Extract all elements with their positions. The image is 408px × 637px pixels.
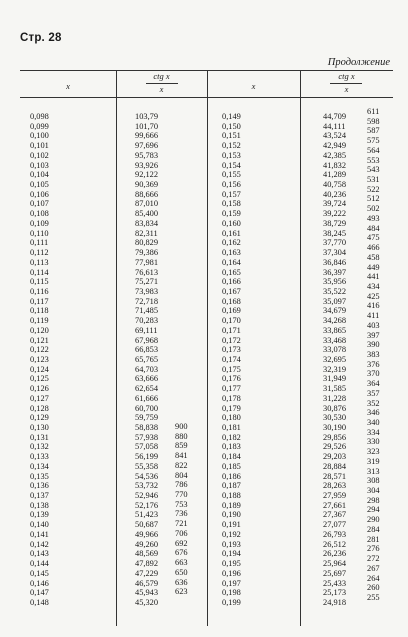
value-cell: 76,613 [135, 267, 159, 277]
continued-label: Продолжение [327, 57, 390, 68]
x-cell: 0,107 [30, 199, 49, 209]
x-cell: 0,179 [222, 403, 241, 413]
value-cell: 54,536 [135, 471, 159, 481]
value-cell: 62,654 [135, 384, 159, 394]
x-cell: 0,106 [30, 189, 49, 199]
x-cell: 0,100 [30, 131, 49, 141]
difference-cell: 880 [175, 431, 188, 441]
difference-cell: 623 [175, 587, 188, 597]
value-cell: 87,010 [135, 199, 159, 209]
difference-cell: 786 [175, 480, 188, 490]
difference-cell: 822 [175, 460, 188, 470]
value-cell: 27,077 [323, 520, 347, 530]
x-cell: 0,171 [222, 325, 241, 335]
x-cell: 0,130 [30, 423, 49, 432]
value-cell: 25,697 [323, 568, 347, 578]
difference-cell: 276 [367, 544, 380, 554]
difference-cell: 334 [367, 427, 380, 437]
difference-cell: 543 [367, 165, 380, 175]
difference-cell: 636 [175, 577, 188, 587]
value-cell: 42,385 [323, 150, 347, 160]
difference-cell: 370 [367, 369, 380, 379]
value-cell: 35,956 [323, 277, 347, 287]
value-cell: 70,283 [135, 316, 159, 326]
value-cell: 49,260 [135, 539, 159, 549]
difference-cell: 475 [367, 233, 380, 243]
difference-cell: 397 [367, 330, 380, 340]
x-cell: 0,194 [222, 549, 241, 559]
value-cell: 93,926 [135, 160, 159, 170]
x-cell: 0,147 [30, 588, 49, 598]
header-x-left: x [66, 81, 70, 91]
value-cell: 31,585 [323, 384, 347, 394]
value-cell: 34,268 [323, 316, 347, 326]
value-cell: 45,320 [135, 597, 159, 607]
difference-cell: 676 [175, 548, 188, 558]
value-cell: 36,846 [323, 257, 347, 267]
x-cell: 0,105 [30, 180, 49, 190]
x-cell: 0,121 [30, 335, 49, 345]
value-cell: 56,199 [135, 452, 159, 462]
value-cell: 64,703 [135, 364, 159, 374]
difference-cell: 319 [367, 456, 380, 466]
difference-cell: 267 [367, 563, 380, 573]
x-cell: 0,145 [30, 568, 49, 578]
value-cell: 77,981 [135, 257, 159, 267]
difference-cell: 512 [367, 194, 380, 204]
x-cell: 0,115 [30, 277, 49, 287]
x-cell: 0,151 [222, 131, 241, 141]
difference-cell: 441 [367, 272, 380, 282]
value-cell: 55,358 [135, 461, 159, 471]
value-cell: 44,111 [323, 121, 346, 131]
value-cell: 28,884 [323, 461, 347, 471]
difference-cell: 346 [367, 408, 380, 418]
value-cell: 45,943 [135, 588, 159, 598]
value-cell: 46,579 [135, 578, 159, 588]
value-cell: 39,222 [323, 209, 347, 219]
difference-cell: 390 [367, 340, 380, 350]
x-cell: 0,193 [222, 539, 241, 549]
value-cell: 66,853 [135, 345, 159, 355]
difference-cell: 352 [367, 398, 380, 408]
value-cell: 25,964 [323, 559, 347, 569]
value-cell: 44,709 [323, 112, 347, 121]
difference-cell: 753 [175, 499, 188, 509]
right-difference-column [367, 107, 380, 603]
value-cell: 49,966 [135, 529, 159, 539]
value-cell: 47,229 [135, 568, 159, 578]
difference-cell: 284 [367, 524, 380, 534]
value-cell: 38,245 [323, 228, 347, 238]
difference-cell: 449 [367, 262, 380, 272]
value-cell: 97,696 [135, 141, 159, 151]
x-cell: 0,167 [222, 286, 241, 296]
value-cell: 95,783 [135, 150, 159, 160]
value-cell: 42,949 [323, 141, 347, 151]
value-cell: 41,289 [323, 170, 347, 180]
x-cell: 0,162 [222, 238, 241, 248]
difference-cell: 376 [367, 359, 380, 369]
difference-cell: 281 [367, 534, 380, 544]
difference-cell: 330 [367, 437, 380, 447]
x-cell: 0,169 [222, 306, 241, 316]
value-cell: 25,173 [323, 588, 347, 598]
x-cell: 0,188 [222, 491, 241, 501]
x-cell: 0,195 [222, 559, 241, 569]
difference-cell: 411 [367, 311, 380, 321]
difference-cell: 611 [367, 107, 380, 116]
x-cell: 0,154 [222, 160, 241, 170]
value-cell: 30,876 [323, 403, 347, 413]
x-cell: 0,157 [222, 189, 241, 199]
x-cell: 0,152 [222, 141, 241, 151]
x-cell: 0,132 [30, 442, 49, 452]
x-cell: 0,116 [30, 286, 49, 296]
value-cell: 26,512 [323, 539, 347, 549]
x-cell: 0,170 [222, 316, 241, 326]
x-cell: 0,197 [222, 578, 241, 588]
value-cell: 53,732 [135, 481, 159, 491]
difference-cell: 692 [175, 538, 188, 548]
x-cell: 0,187 [222, 481, 241, 491]
x-cell: 0,149 [222, 112, 241, 121]
x-cell: 0,168 [222, 296, 241, 306]
value-cell: 29,856 [323, 432, 347, 442]
value-cell: 99,666 [135, 131, 159, 141]
x-cell: 0,156 [222, 180, 241, 190]
value-cell: 34,679 [323, 306, 347, 316]
value-cell: 83,834 [135, 218, 159, 228]
x-cell: 0,191 [222, 520, 241, 530]
difference-cell: 323 [367, 447, 380, 457]
value-cell: 28,571 [323, 471, 347, 481]
x-cell: 0,182 [222, 432, 241, 442]
difference-cell: 598 [367, 116, 380, 126]
x-cell: 0,144 [30, 559, 49, 569]
x-cell: 0,176 [222, 374, 241, 384]
value-cell: 71,485 [135, 306, 159, 316]
right-x-column [222, 112, 241, 608]
difference-cell: 403 [367, 320, 380, 330]
x-cell: 0,174 [222, 354, 241, 364]
value-cell: 41,832 [323, 160, 347, 170]
difference-cell: 502 [367, 204, 380, 214]
x-cell: 0,166 [222, 277, 241, 287]
x-cell: 0,186 [222, 471, 241, 481]
value-cell: 27,959 [323, 491, 347, 501]
x-cell: 0,148 [30, 597, 49, 607]
difference-cell: 721 [175, 519, 188, 529]
difference-cell: 340 [367, 418, 380, 427]
value-cell: 25,433 [323, 578, 347, 588]
value-cell: 51,423 [135, 510, 159, 520]
x-cell: 0,196 [222, 568, 241, 578]
value-cell: 65,765 [135, 354, 159, 364]
x-cell: 0,155 [222, 170, 241, 180]
value-cell: 67,968 [135, 335, 159, 345]
value-cell: 29,203 [323, 452, 347, 462]
x-cell: 0,127 [30, 393, 49, 403]
x-cell: 0,122 [30, 345, 49, 355]
value-cell: 30,530 [323, 413, 347, 423]
difference-cell: 466 [367, 243, 380, 253]
x-cell: 0,198 [222, 588, 241, 598]
x-cell: 0,134 [30, 461, 49, 471]
difference-cell: 564 [367, 145, 380, 155]
value-cell: 57,938 [135, 432, 159, 442]
value-cell: 59,759 [135, 413, 159, 423]
x-cell: 0,192 [222, 529, 241, 539]
x-cell: 0,139 [30, 510, 49, 520]
x-cell: 0,163 [222, 248, 241, 258]
x-cell: 0,112 [30, 248, 49, 258]
value-cell: 50,687 [135, 520, 159, 530]
x-cell: 0,138 [30, 500, 49, 510]
value-cell: 75,271 [135, 277, 159, 287]
difference-cell: 304 [367, 486, 380, 496]
difference-cell: 736 [175, 509, 188, 519]
value-cell: 61,666 [135, 393, 159, 403]
value-cell: 26,236 [323, 549, 347, 559]
value-cell: 31,228 [323, 393, 347, 403]
value-cell: 103,79 [135, 112, 159, 121]
x-cell: 0,101 [30, 141, 49, 151]
x-cell: 0,113 [30, 257, 49, 267]
x-cell: 0,099 [30, 121, 49, 131]
value-cell: 26,793 [323, 529, 347, 539]
x-cell: 0,125 [30, 374, 49, 384]
left-x-column [30, 112, 49, 608]
difference-cell: 522 [367, 184, 380, 194]
x-cell: 0,135 [30, 471, 49, 481]
value-cell: 82,311 [135, 228, 158, 238]
difference-cell: 308 [367, 476, 380, 486]
value-cell: 24,918 [323, 597, 347, 607]
x-cell: 0,109 [30, 218, 49, 228]
value-cell: 43,524 [323, 131, 347, 141]
difference-cell: 294 [367, 505, 380, 515]
x-cell: 0,160 [222, 218, 241, 228]
value-cell: 92,122 [135, 170, 159, 180]
x-cell: 0,161 [222, 228, 241, 238]
column-rule [300, 70, 301, 626]
x-cell: 0,189 [222, 500, 241, 510]
value-cell: 35,097 [323, 296, 347, 306]
difference-cell: 383 [367, 349, 380, 359]
x-cell: 0,123 [30, 354, 49, 364]
difference-cell: 458 [367, 252, 380, 262]
x-cell: 0,137 [30, 491, 49, 501]
value-cell: 33,468 [323, 335, 347, 345]
x-cell: 0,141 [30, 529, 49, 539]
x-cell: 0,184 [222, 452, 241, 462]
x-cell: 0,164 [222, 257, 241, 267]
difference-cell: 255 [367, 592, 380, 602]
x-cell: 0,143 [30, 549, 49, 559]
value-cell: 72,718 [135, 296, 159, 306]
value-cell: 32,695 [323, 354, 347, 364]
x-cell: 0,128 [30, 403, 49, 413]
value-cell: 38,729 [323, 218, 347, 228]
value-cell: 52,176 [135, 500, 159, 510]
x-cell: 0,098 [30, 112, 49, 121]
x-cell: 0,181 [222, 423, 241, 432]
right-value-column [323, 112, 346, 608]
value-cell: 33,078 [323, 345, 347, 355]
difference-cell: 804 [175, 470, 188, 480]
x-cell: 0,110 [30, 228, 49, 238]
value-cell: 40,236 [323, 189, 347, 199]
left-value-column [135, 112, 158, 608]
left-difference-column [175, 422, 188, 597]
x-cell: 0,136 [30, 481, 49, 491]
header-func-top-right: ctg x [338, 71, 355, 81]
difference-cell: 434 [367, 281, 380, 291]
difference-cell: 313 [367, 466, 380, 476]
x-cell: 0,119 [30, 316, 49, 326]
x-cell: 0,133 [30, 452, 49, 462]
value-cell: 48,569 [135, 549, 159, 559]
x-cell: 0,172 [222, 335, 241, 345]
difference-cell: 484 [367, 223, 380, 233]
x-cell: 0,142 [30, 539, 49, 549]
value-cell: 73,983 [135, 286, 159, 296]
page-header: Стр. 28 [20, 32, 62, 44]
difference-cell: 706 [175, 528, 188, 538]
value-cell: 47,892 [135, 559, 159, 569]
x-cell: 0,117 [30, 296, 49, 306]
value-cell: 39,724 [323, 199, 347, 209]
difference-cell: 260 [367, 583, 380, 593]
value-cell: 80,829 [135, 238, 159, 248]
difference-cell: 298 [367, 495, 380, 505]
x-cell: 0,140 [30, 520, 49, 530]
value-cell: 27,661 [323, 500, 347, 510]
x-cell: 0,104 [30, 170, 49, 180]
x-cell: 0,177 [222, 384, 241, 394]
value-cell: 40,758 [323, 180, 347, 190]
x-cell: 0,131 [30, 432, 49, 442]
header-func-top-left: ctg x [153, 71, 170, 81]
column-rule [116, 70, 117, 626]
x-cell: 0,190 [222, 510, 241, 520]
value-cell: 32,319 [323, 364, 347, 374]
x-cell: 0,183 [222, 442, 241, 452]
x-cell: 0,108 [30, 209, 49, 219]
difference-cell: 663 [175, 558, 188, 568]
value-cell: 79,386 [135, 248, 159, 258]
difference-cell: 364 [367, 379, 380, 389]
value-cell: 101,70 [135, 121, 159, 131]
value-cell: 31,949 [323, 374, 347, 384]
value-cell: 33,865 [323, 325, 347, 335]
value-cell: 30,190 [323, 423, 347, 432]
difference-cell: 416 [367, 301, 380, 311]
x-cell: 0,199 [222, 597, 241, 607]
x-cell: 0,129 [30, 413, 49, 423]
value-cell: 60,700 [135, 403, 159, 413]
x-cell: 0,165 [222, 267, 241, 277]
difference-cell: 264 [367, 573, 380, 583]
difference-cell: 841 [175, 451, 188, 461]
header-x-right: x [251, 81, 256, 91]
value-cell: 58,838 [135, 423, 159, 432]
difference-cell: 650 [175, 567, 188, 577]
x-cell: 0,173 [222, 345, 241, 355]
x-cell: 0,185 [222, 461, 241, 471]
x-cell: 0,180 [222, 413, 241, 423]
difference-cell: 553 [367, 155, 380, 165]
value-cell: 37,304 [323, 248, 347, 258]
difference-cell: 770 [175, 490, 188, 500]
x-cell: 0,118 [30, 306, 49, 316]
difference-cell: 859 [175, 441, 188, 451]
difference-cell: 575 [367, 136, 380, 146]
value-cell: 90,369 [135, 180, 159, 190]
value-cell: 63,666 [135, 374, 159, 384]
value-cell: 69,111 [135, 325, 158, 335]
value-cell: 35,522 [323, 286, 347, 296]
value-cell: 27,367 [323, 510, 347, 520]
difference-cell: 425 [367, 291, 380, 301]
value-cell: 88,666 [135, 189, 159, 199]
difference-cell: 900 [175, 422, 188, 431]
x-cell: 0,111 [30, 238, 49, 248]
x-cell: 0,102 [30, 150, 49, 160]
x-cell: 0,159 [222, 209, 241, 219]
value-cell: 57,058 [135, 442, 159, 452]
header-func-bottom-left: x [159, 84, 164, 94]
x-cell: 0,153 [222, 150, 241, 160]
value-cell: 36,397 [323, 267, 347, 277]
difference-cell: 587 [367, 126, 380, 136]
x-cell: 0,150 [222, 121, 241, 131]
table [20, 70, 393, 626]
difference-cell: 290 [367, 515, 380, 525]
difference-cell: 531 [367, 175, 380, 185]
x-cell: 0,158 [222, 199, 241, 209]
x-cell: 0,146 [30, 578, 49, 588]
x-cell: 0,126 [30, 384, 49, 394]
value-cell: 28,263 [323, 481, 347, 491]
value-cell: 52,946 [135, 491, 159, 501]
x-cell: 0,103 [30, 160, 49, 170]
header-func-bottom-right: x [344, 84, 349, 94]
value-cell: 37,770 [323, 238, 347, 248]
column-rule [207, 70, 208, 626]
x-cell: 0,114 [30, 267, 49, 277]
value-cell: 29,526 [323, 442, 347, 452]
x-cell: 0,178 [222, 393, 241, 403]
value-cell: 85,400 [135, 209, 159, 219]
x-cell: 0,124 [30, 364, 49, 374]
difference-cell: 272 [367, 554, 380, 564]
x-cell: 0,175 [222, 364, 241, 374]
difference-cell: 357 [367, 388, 380, 398]
x-cell: 0,120 [30, 325, 49, 335]
difference-cell: 493 [367, 213, 380, 223]
